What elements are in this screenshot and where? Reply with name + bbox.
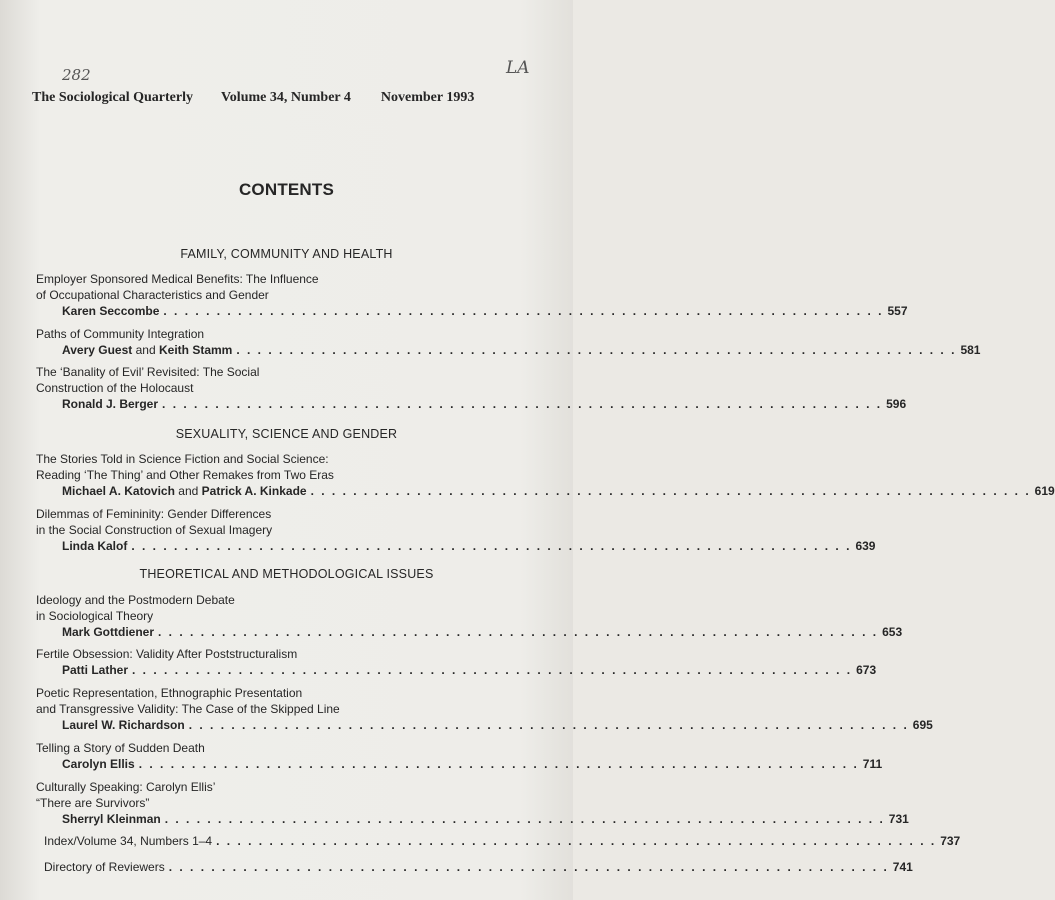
- dot-leader: . . . . . . . . . . . . . . . . . . . . . . . . . . . . . . . . . . . . . . . . . . . . . . . . . . . . . . . . . . . . . . . . . . . .: [132, 663, 853, 677]
- issue-date: November 1993: [380, 90, 475, 105]
- page-number: 741: [892, 860, 913, 874]
- article-title: Culturally Speaking: Carolyn Ellis’: [36, 780, 216, 794]
- toc-entry[interactable]: [36, 326, 981, 358]
- toc-entry[interactable]: [36, 271, 908, 319]
- dot-leader: . . . . . . . . . . . . . . . . . . . . . . . . . . . . . . . . . . . . . . . . . . . . . . . . . . . . . . . . . . . . . . . . . . . .: [162, 397, 883, 411]
- page-number: 557: [887, 304, 908, 318]
- section-heading: THEORETICAL AND METHODOLOGICAL ISSUES: [139, 567, 434, 581]
- article-author: Karen Seccombe: [62, 304, 160, 318]
- dot-leader: . . . . . . . . . . . . . . . . . . . . . . . . . . . . . . . . . . . . . . . . . . . . . . . . . . . . . . . . . . . . . . . . . . . .: [168, 860, 889, 874]
- handwritten-initials: LA: [506, 58, 530, 78]
- dot-leader: . . . . . . . . . . . . . . . . . . . . . . . . . . . . . . . . . . . . . . . . . . . . . . . . . . . . . . . . . . . . . . . . . . . .: [188, 718, 909, 732]
- reviewers-label: Directory of Reviewers: [44, 860, 165, 874]
- index-entry[interactable]: [44, 834, 961, 848]
- article-title: Telling a Story of Sudden Death: [36, 741, 205, 755]
- article-title: Ideology and the Postmodern Debate: [36, 593, 235, 607]
- dot-leader: . . . . . . . . . . . . . . . . . . . . . . . . . . . . . . . . . . . . . . . . . . . . . . . . . . . . . . . . . . . . . . . . . . . .: [236, 343, 957, 357]
- article-title: Construction of the Holocaust: [36, 381, 194, 395]
- article-author: Avery Guest: [62, 343, 133, 357]
- page-number: 695: [912, 718, 933, 732]
- author-conjunction: and: [135, 343, 156, 357]
- article-author: Patti Lather: [62, 663, 129, 677]
- article-author: Carolyn Ellis: [62, 757, 135, 771]
- dot-leader: . . . . . . . . . . . . . . . . . . . . . . . . . . . . . . . . . . . . . . . . . . . . . . . . . . . . . . . . . . . . . . . . . . . .: [216, 834, 937, 848]
- dot-leader: . . . . . . . . . . . . . . . . . . . . . . . . . . . . . . . . . . . . . . . . . . . . . . . . . . . . . . . . . . . . . . . . . . . .: [164, 812, 885, 826]
- dot-leader: . . . . . . . . . . . . . . . . . . . . . . . . . . . . . . . . . . . . . . . . . . . . . . . . . . . . . . . . . . . . . . . . . . . .: [158, 625, 879, 639]
- article-author: Michael A. Katovich: [62, 484, 175, 498]
- article-author: Keith Stamm: [158, 343, 233, 357]
- article-author: Mark Gottdiener: [62, 625, 155, 639]
- toc-entry[interactable]: [36, 779, 909, 827]
- dot-leader: . . . . . . . . . . . . . . . . . . . . . . . . . . . . . . . . . . . . . . . . . . . . . . . . . . . . . . . . . . . . . . . . . . . .: [310, 484, 1031, 498]
- article-author: Linda Kalof: [62, 539, 128, 553]
- author-conjunction: and: [178, 484, 199, 498]
- article-author: Patrick A. Kinkade: [201, 484, 307, 498]
- article-title: Dilemmas of Femininity: Gender Differences: [36, 507, 272, 521]
- page-number: 581: [960, 343, 981, 357]
- article-title: and Transgressive Validity: The Case of the Skipped Line: [36, 702, 340, 716]
- article-title: Poetic Representation, Ethnographic Presentation: [36, 686, 303, 700]
- dot-leader: . . . . . . . . . . . . . . . . . . . . . . . . . . . . . . . . . . . . . . . . . . . . . . . . . . . . . . . . . . . . . . . . . . . .: [138, 757, 859, 771]
- page-number: 737: [940, 834, 961, 848]
- page-number: 653: [882, 625, 903, 639]
- article-title: Paths of Community Integration: [36, 327, 205, 341]
- toc-entry[interactable]: [36, 740, 883, 772]
- section-heading: FAMILY, COMMUNITY AND HEALTH: [180, 247, 393, 261]
- article-title: in the Social Construction of Sexual Imagery: [36, 523, 273, 537]
- toc-entry[interactable]: [36, 646, 877, 678]
- section-heading: SEXUALITY, SCIENCE AND GENDER: [175, 427, 398, 441]
- article-author: Sherryl Kleinman: [62, 812, 161, 826]
- page-number: 711: [862, 757, 883, 771]
- volume-number: Volume 34, Number 4: [220, 90, 351, 105]
- dot-leader: . . . . . . . . . . . . . . . . . . . . . . . . . . . . . . . . . . . . . . . . . . . . . . . . . . . . . . . . . . . . . . . . . . . .: [131, 539, 852, 553]
- toc-entry[interactable]: [36, 451, 1055, 499]
- journal-name: The Sociological Quarterly: [32, 90, 193, 105]
- article-author: Laurel W. Richardson: [62, 718, 185, 732]
- toc-entry[interactable]: [36, 592, 903, 640]
- article-title: The ‘Banality of Evil’ Revisited: The Social: [36, 365, 260, 379]
- page-number: 619: [1034, 484, 1055, 498]
- article-title: Fertile Obsession: Validity After Poststructuralism: [36, 647, 298, 661]
- page-number: 673: [856, 663, 877, 677]
- article-title: “There are Survivors”: [36, 796, 150, 810]
- handwritten-number: 282: [62, 66, 91, 84]
- page-number: 731: [888, 812, 909, 826]
- article-title: The Stories Told in Science Fiction and Social Science:: [36, 452, 329, 466]
- page-number: 596: [886, 397, 907, 411]
- article-title: in Sociological Theory: [36, 609, 154, 623]
- toc-entry[interactable]: [36, 685, 933, 733]
- toc-entry[interactable]: [36, 364, 907, 412]
- toc-entry[interactable]: [36, 506, 876, 554]
- article-title: Reading ‘The Thing’ and Other Remakes from Two Eras: [36, 468, 334, 482]
- journal-header: [32, 90, 502, 106]
- article-title: of Occupational Characteristics and Gender: [36, 288, 269, 302]
- reviewers-entry[interactable]: [44, 860, 913, 874]
- page-number: 639: [855, 539, 876, 553]
- index-label: Index/Volume 34, Numbers 1–4: [44, 834, 213, 848]
- article-title: Employer Sponsored Medical Benefits: The Influence: [36, 272, 319, 286]
- contents-title: CONTENTS: [238, 180, 335, 199]
- dot-leader: . . . . . . . . . . . . . . . . . . . . . . . . . . . . . . . . . . . . . . . . . . . . . . . . . . . . . . . . . . . . . . . . . . . .: [163, 304, 884, 318]
- article-author: Ronald J. Berger: [62, 397, 159, 411]
